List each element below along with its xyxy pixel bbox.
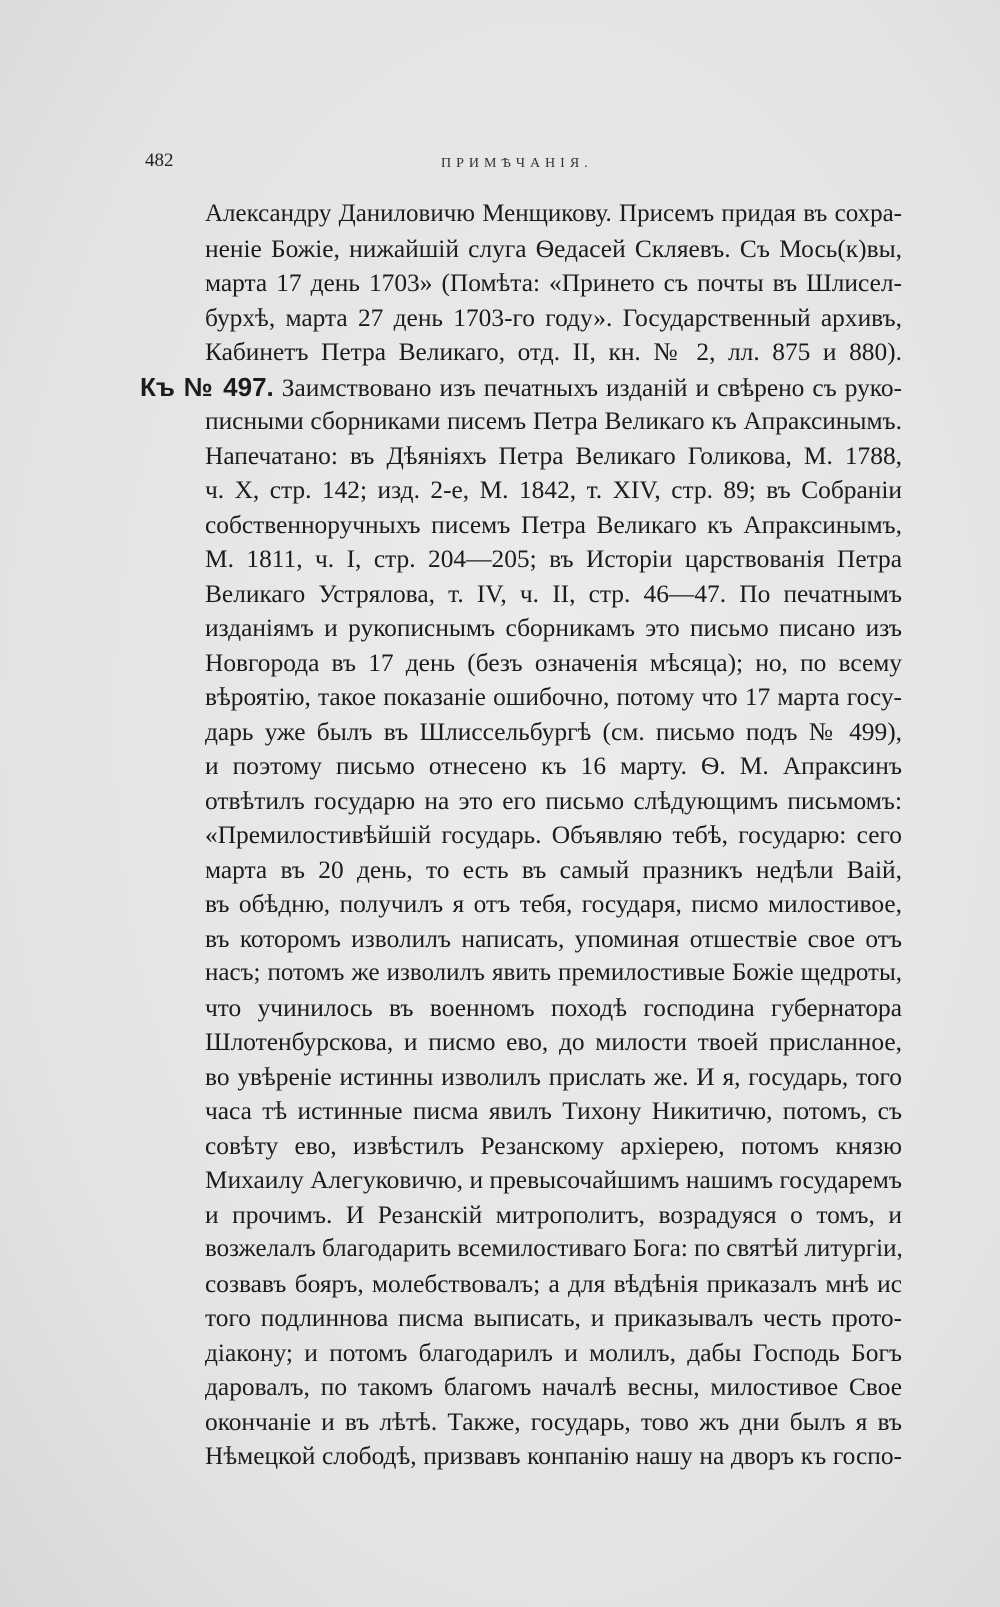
text-line [205,1267,902,1302]
line-text: Нѣмецкой слободѣ, призвавъ конпанію нашу на дворъ къ госпо- [205,1442,902,1470]
text-line [205,197,902,232]
text-line [205,1405,902,1440]
line-text: Михаилу Алегуковичю, и превысочайшимъ нашимъ государемъ [205,1166,902,1194]
line-text: даровалъ, по такомъ благомъ началѣ весны, милостивое Свое [205,1373,902,1401]
text-line [205,1163,902,1198]
text-line [205,266,902,301]
text-line [205,1198,902,1233]
text-line [205,1301,902,1336]
text-line [205,335,902,370]
text-line [205,1025,902,1060]
line-text: бурхѣ, марта 27 день 1703-го году». Государственный архивъ, [205,303,902,332]
line-text: діакону; и потомъ благодарилъ и молилъ, дабы Господь Богъ [205,1338,902,1367]
text-line [205,1232,902,1267]
text-line [205,439,902,474]
line-text: часа тѣ истинные писма явилъ Тихону Никитичю, потомъ, съ [205,1097,902,1125]
line-text: насъ; потомъ же изволилъ явить премилостивые Божіе щедроты, [205,959,902,986]
text-line [205,1439,902,1474]
line-text: совѣту ево, извѣстилъ Резанскому архіерею, потомъ князю [205,1131,902,1160]
text-line [205,784,902,819]
text-line [205,542,902,577]
text-line [205,991,902,1026]
text-line [205,818,902,853]
line-text: Александру Даниловичю Менщикову. Присемъ придая въ сохра- [205,200,902,227]
line-text: Напечатано: въ Дѣяніяхъ Петра Великаго Голикова, М. 1788, [205,441,902,470]
line-text: изданіямъ и рукописнымъ сборникамъ это письмо писано изъ [205,614,902,642]
text-line [205,646,902,681]
line-text: Кабинетъ Петра Великаго, отд. II, кн. № 2, лл. 875 и 880). [205,338,902,366]
text-line [205,887,902,922]
text-line [205,1129,902,1164]
line-text: ч. X, стр. 142; изд. 2-е, М. 1842, т. XIV, стр. 89; въ Собраніи [205,476,902,504]
text-line [205,1060,902,1095]
page-header [145,150,905,180]
line-text: Новгорода въ 17 день (безъ означенія мѣсяца); но, по всему [205,648,902,677]
text-line [205,922,902,957]
line-text: окончаніе и въ лѣтѣ. Также, государь, тово жъ дни былъ я въ [205,1407,902,1436]
text-line [205,853,902,888]
page-number: 482 [145,150,174,171]
line-text: созвавъ бояръ, молебствовалъ; а для вѣдѣнія приказалъ мнѣ ис [205,1269,902,1298]
line-text: собственноручныхъ писемъ Петра Великаго къ Апраксинымъ, [205,510,902,539]
line-text: того подлиннова писма выписать, и приказывалъ честь прото- [205,1304,902,1332]
text-line [205,956,902,991]
line-text: Шлотенбурскова, и писмо ево, до милости твоей присланное, [205,1028,902,1056]
text-line [205,680,902,715]
line-text: что учинилось въ военномъ походѣ господина губернатора [205,993,902,1022]
text-line [205,749,902,784]
line-text: дарь уже былъ въ Шлиссельбургѣ (см. письмо подъ № 499), [205,717,902,746]
line-text: отвѣтилъ государю на это его письмо слѣдующимъ письмомъ: [205,786,902,815]
body-text [140,197,902,1474]
text-line [205,1336,902,1371]
line-text: и прочимъ. И Резанскій митрополитъ, возрадуяся о томъ, и [205,1200,902,1229]
line-text: марта въ 20 день, то есть въ самый празникъ недѣли Ваій, [205,855,902,884]
line-text: неніе Божіе, нижайшій слуга Ѳедасей Скляевъ. Съ Мось(к)вы, [205,234,902,263]
text-line [205,611,902,646]
line-text: въ обѣдню, получилъ я отъ тебя, государя, писмо милостивое, [205,890,902,918]
line-text: вѣроятію, такое показаніе ошибочно, потому что 17 марта госу- [205,683,902,711]
text-line [205,473,902,508]
running-head: ПРИМѢЧАНІЯ. [441,156,593,171]
text-line [140,370,902,405]
text-line [205,508,902,543]
line-text: Великаго Устрялова, т. IV, ч. II, стр. 46—47. По печатнымъ [205,579,902,608]
line-text: во увѣреніе истинны изволилъ прислать же. И я, государь, того [205,1062,902,1091]
text-line [205,301,902,336]
line-text: М. 1811, ч. I, стр. 204—205; въ Исторіи царствованія Петра [205,545,902,573]
note-heading: Къ № 497. [140,371,274,402]
text-line [205,1094,902,1129]
text-line [205,577,902,612]
line-text: возжелалъ благодарить всемилостиваго Бога: по святѣй литургіи, [205,1235,903,1262]
text-line [205,404,902,439]
text-line [205,1370,902,1405]
text-line [205,232,902,267]
line-text: въ которомъ изволилъ написать, упоминая отшествіе свое отъ [205,924,902,953]
text-line [205,715,902,750]
line-text: Заимствовано изъ печатныхъ изданій и свѣрено съ руко- [281,373,902,402]
line-text: марта 17 день 1703» (Помѣта: «Принето съ почты въ Шлисел- [205,269,902,297]
line-text: писными сборниками писемъ Петра Великаго къ Апраксинымъ. [205,407,902,435]
line-text: «Премилостивѣйшій государь. Объявляю тебѣ, государю: сего [205,821,902,849]
line-text: и поэтому письмо отнесено къ 16 марту. Ѳ. М. Апраксинъ [205,752,902,780]
